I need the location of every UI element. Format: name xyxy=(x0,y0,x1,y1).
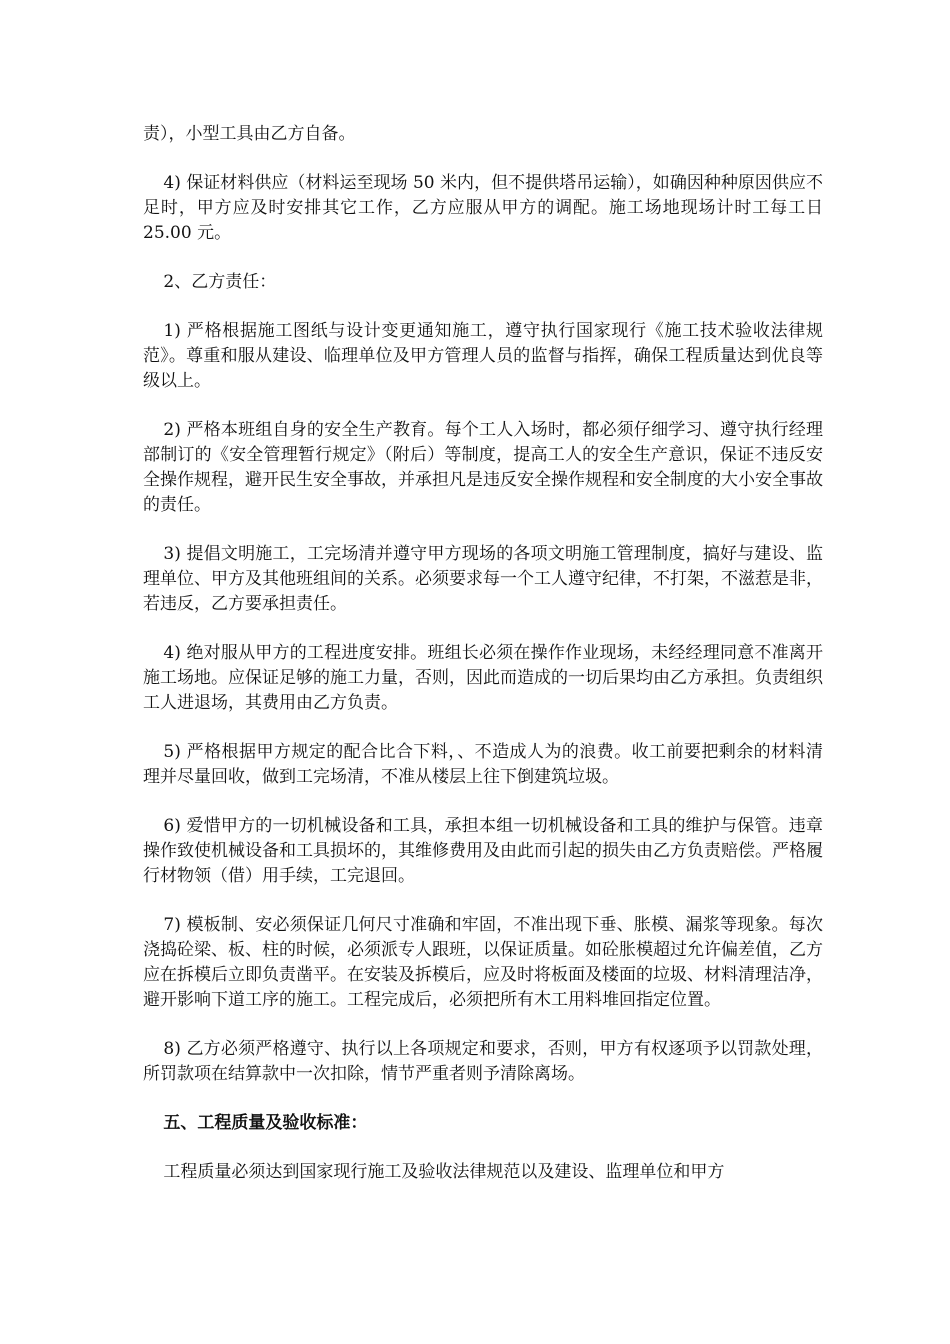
section-heading-party-b-duties: 2、乙方责任： xyxy=(163,272,277,292)
paragraph-quality-standard: 工程质量必须达到国家现行施工及验收法律规范以及建设、监理单位和甲方 xyxy=(163,1162,725,1182)
paragraph-duty-6: 6) 爱惜甲方的一切机械设备和工具，承担本组一切机械设备和工具的维护与保管。违章操作致使机械设备和工具损坏的，其维修费用及由此而引起的损失由乙方负责赔偿。严格履行材物领（借）用手续，工完退回。 xyxy=(143,816,823,886)
document-page xyxy=(143,122,823,1209)
paragraph-duty-2: 2) 严格本班组自身的安全生产教育。每个工人入场时，都必须仔细学习、遵守执行经理部制订的《安全管理暂行规定》（附后）等制度，提高工人的安全生产意识，保证不违反安全操作规程，避开民生安全事故，并承担凡是违反安全操作规程和安全制度的大小安全事故的责任。 xyxy=(143,420,823,515)
paragraph-duty-8: 8) 乙方必须严格遵守、执行以上各项规定和要求，否则，甲方有权逐项予以罚款处理，所罚款项在结算款中一次扣除，情节严重者则予清除离场。 xyxy=(143,1039,823,1084)
paragraph-duty-5: 5) 严格根据甲方规定的配合比合下料，、不造成人为的浪费。收工前要把剩余的材料清理并尽量回收，做到工完场清，不准从楼层上往下倒建筑垃圾。 xyxy=(143,742,823,787)
paragraph-duty-7: 7) 模板制、安必须保证几何尺寸准确和牢固，不准出现下垂、胀模、漏浆等现象。每次浇捣砼梁、板、柱的时候，必须派专人跟班，以保证质量。如砼胀模超过允许偏差值，乙方应在拆模后立即负责凿平。在安装及拆模后，应及时将板面及楼面的垃圾、材料清理洁净，避开影响下道工序的施工。工程完成后，必须把所有木工用料堆回指定位置。 xyxy=(143,915,823,1010)
paragraph-continuation: 责），小型工具由乙方自备。 xyxy=(143,124,356,144)
paragraph-duty-3: 3) 提倡文明施工，工完场清并遵守甲方现场的各项文明施工管理制度，搞好与建设、监理单位、甲方及其他班组间的关系。必须要求每一个工人遵守纪律，不打架，不滋惹是非，若违反，乙方要承担责任。 xyxy=(143,544,823,614)
section-heading-quality: 五、工程质量及验收标准： xyxy=(163,1113,368,1133)
paragraph-material-supply: 4) 保证材料供应（材料运至现场 50 米内，但不提供塔吊运输），如确因种种原因供应不足时，甲方应及时安排其它工作，乙方应服从甲方的调配。施工场地现场计时工每工日 25.00 元。 xyxy=(143,173,823,243)
paragraph-duty-4: 4) 绝对服从甲方的工程进度安排。班组长必须在操作作业现场，未经经理同意不准离开施工场地。应保证足够的施工力量，否则，因此而造成的一切后果均由乙方承担。负责组织工人进退场，其费用由乙方负责。 xyxy=(143,643,823,713)
paragraph-duty-1: 1) 严格根据施工图纸与设计变更通知施工，遵守执行国家现行《施工技术验收法律规范》。尊重和服从建设、临理单位及甲方管理人员的监督与指挥，确保工程质量达到优良等级以上。 xyxy=(143,321,823,391)
